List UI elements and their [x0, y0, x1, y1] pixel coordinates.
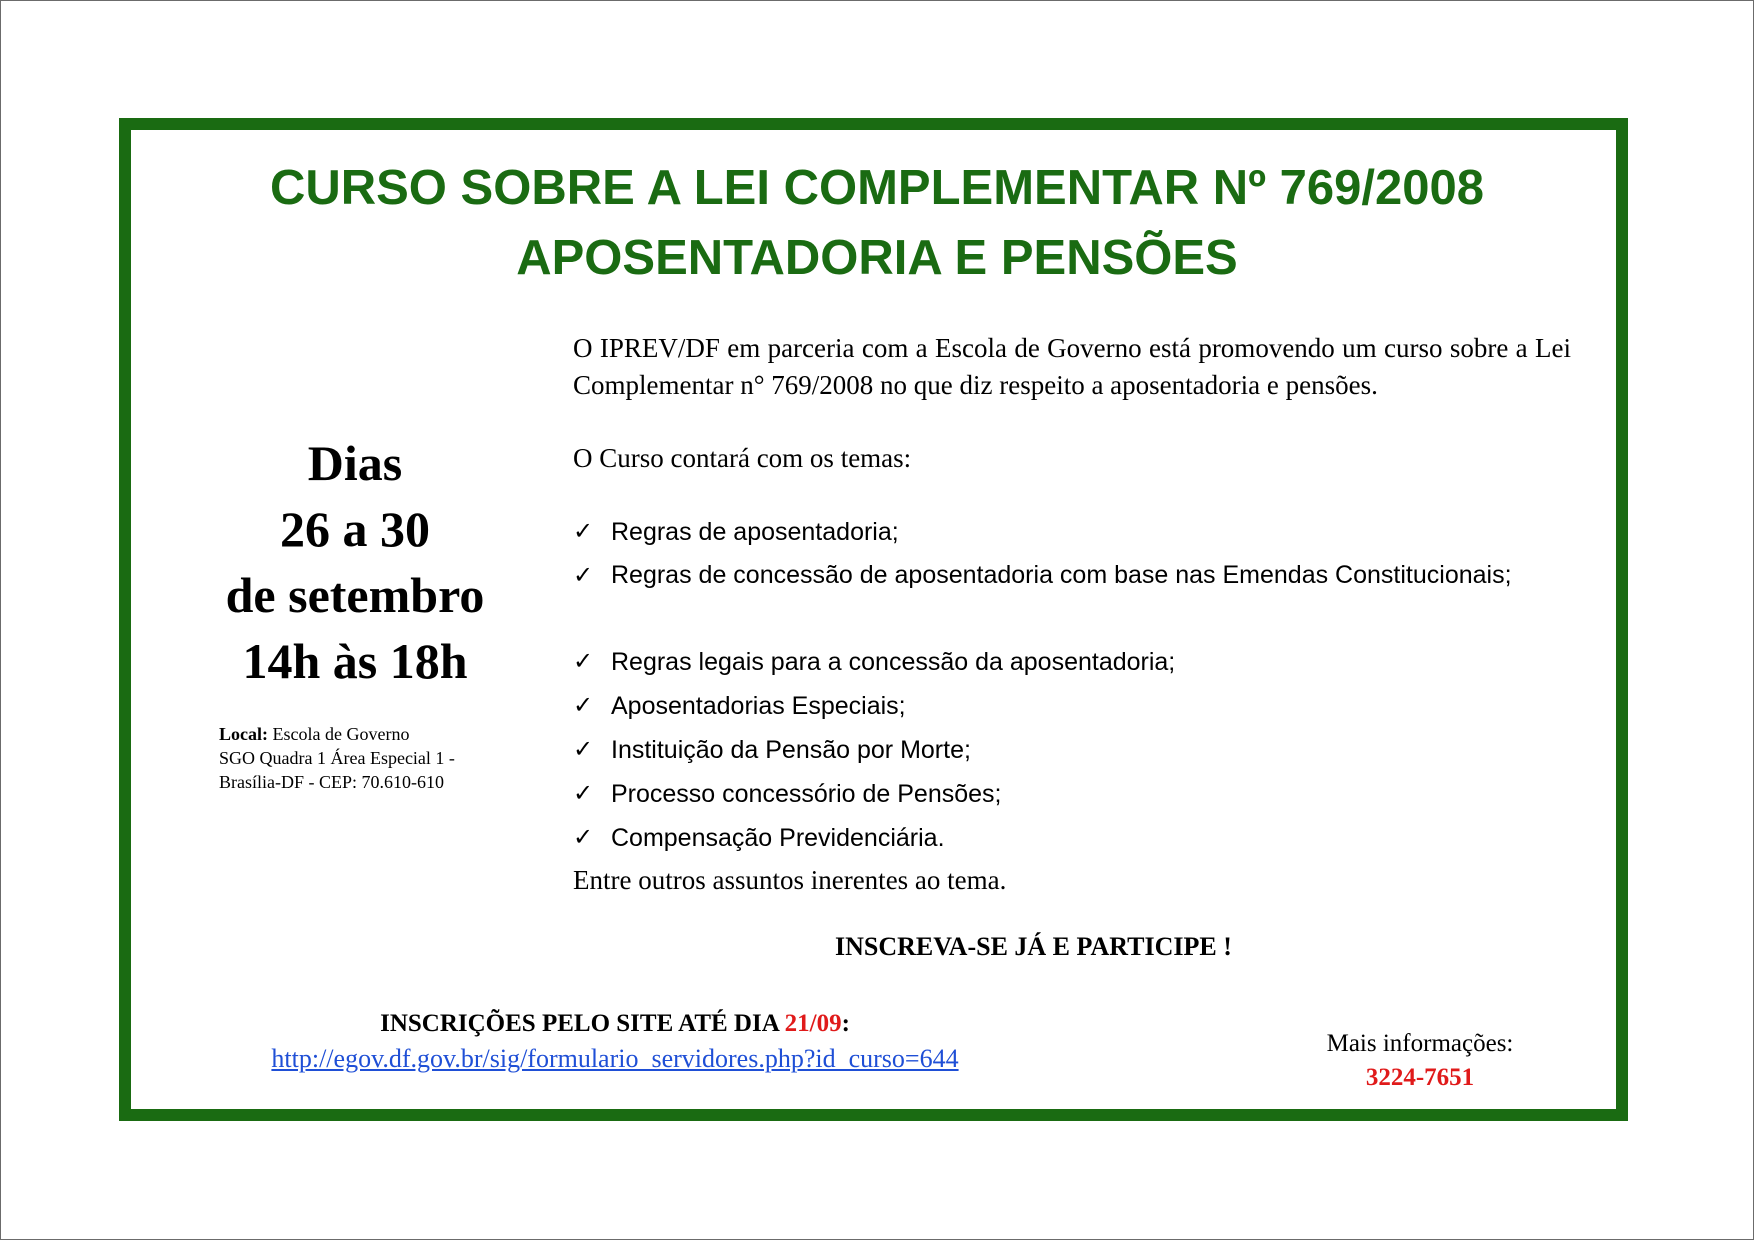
intro-paragraph: O IPREV/DF em parceria com a Escola de Governo está promovendo um curso sobre a Lei Complementar n° 769/2008 no que diz respeito a aposentadoria e pensões. [573, 333, 1571, 400]
dates-time: 14h às 18h [242, 633, 468, 689]
location-block [219, 722, 519, 794]
registration-colon: : [841, 1010, 850, 1037]
contact-phone: 3224-7651 [1365, 1064, 1475, 1091]
list-item: ✓ Regras de concessão de aposentadoria com base nas Emendas Constitucionais; [573, 554, 1573, 640]
call-to-action: INSCREVA-SE JÁ E PARTICIPE ! [835, 932, 1232, 961]
location-city: Brasília-DF - CEP: 70.610-610 [219, 772, 444, 792]
course-title: CURSO SOBRE A LEI COMPLEMENTAR Nº 769/2008 [269, 161, 1485, 215]
closing-text: Entre outros assuntos inerentes ao tema. [573, 865, 1007, 895]
registration-deadline: 21/09 [784, 1010, 842, 1037]
course-subtitle: APOSENTADORIA E PENSÕES [516, 231, 1238, 285]
registration-link[interactable]: http://egov.df.gov.br/sig/formulario_servidores.php?id_curso=644 [271, 1044, 959, 1073]
dates-label: Dias [307, 435, 403, 491]
check-icon: ✓ [573, 562, 594, 589]
check-icon: ✓ [573, 736, 594, 763]
check-icon: ✓ [573, 518, 594, 545]
dates-range: 26 a 30 [280, 501, 430, 557]
registration-label: INSCRIÇÕES PELO SITE ATÉ DIA [380, 1010, 785, 1037]
list-item: ✓ Regras legais para a concessão da aposentadoria; [573, 640, 1573, 684]
more-info-label: Mais informações: [1326, 1030, 1514, 1057]
check-icon: ✓ [573, 648, 594, 675]
list-item: ✓ Instituição da Pensão por Morte; [573, 728, 1573, 772]
registration-heading [250, 1010, 980, 1038]
list-item: ✓ Processo concessório de Pensões; [573, 772, 1573, 816]
course-dates [190, 430, 520, 694]
check-icon: ✓ [573, 824, 594, 851]
check-icon: ✓ [573, 692, 594, 719]
location-label: Local: [219, 724, 268, 744]
topics-heading: O Curso contará com os temas: [573, 443, 912, 473]
dates-month: de setembro [225, 567, 485, 623]
location-name: Escola de Governo [268, 724, 410, 744]
location-address: SGO Quadra 1 Área Especial 1 - [219, 748, 455, 768]
list-item: ✓ Regras de aposentadoria; [573, 510, 1573, 554]
check-icon: ✓ [573, 780, 594, 807]
list-item: ✓ Aposentadorias Especiais; [573, 684, 1573, 728]
topics-list [573, 510, 1573, 860]
list-item: ✓ Compensação Previdenciária. [573, 816, 1573, 860]
